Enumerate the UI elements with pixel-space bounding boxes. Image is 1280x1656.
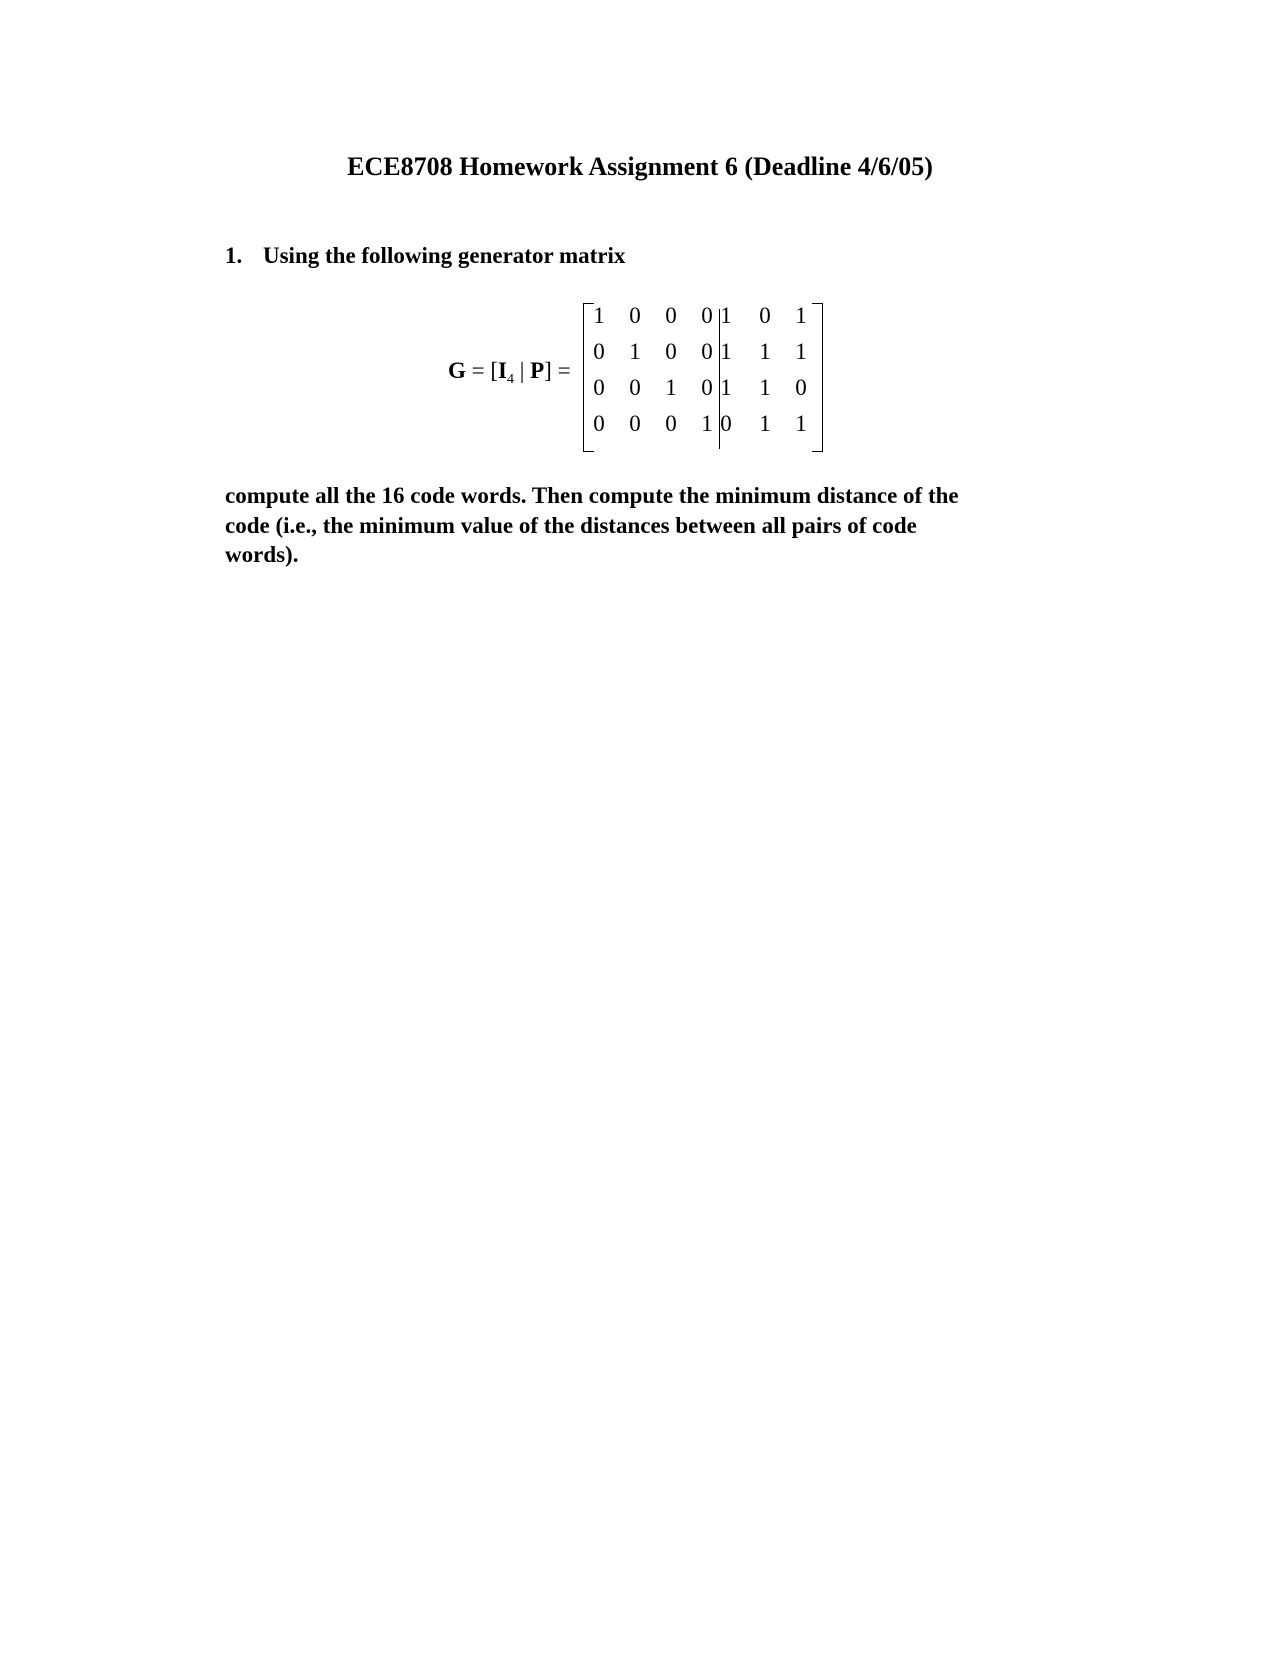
matrix-cell: 1 (720, 375, 732, 400)
matrix-cell: 0 (720, 411, 732, 436)
matrix-row (583, 301, 823, 331)
matrix-cell: 0 (665, 411, 677, 436)
matrix-cell: 0 (593, 411, 605, 436)
matrix-row (583, 337, 823, 367)
matrix-cell: 0 (629, 303, 641, 328)
matrix-cell: 0 (593, 375, 605, 400)
matrix-cell: 1 (629, 339, 641, 364)
matrix-cell: 0 (795, 375, 807, 400)
page-title: ECE8708 Homework Assignment 6 (Deadline 4/6/05) (347, 152, 933, 181)
equation-lhs (448, 356, 571, 395)
matrix-cell: 0 (701, 375, 713, 400)
matrix-cell: 0 (629, 375, 641, 400)
matrix-row (583, 409, 823, 439)
equation-equals-open: = [ (465, 358, 499, 383)
matrix-cell: 1 (759, 375, 771, 400)
symbol-I-subscript: 4 (506, 372, 514, 387)
matrix-cell: 0 (593, 339, 605, 364)
symbol-P: P (530, 358, 545, 383)
matrix-cell: 0 (701, 303, 713, 328)
symbol-I: I (498, 358, 507, 383)
problem-intro-text: Using the following generator matrix (263, 243, 626, 268)
paragraph-line-2: code (i.e., the minimum value of the distances between all pairs of code (225, 512, 917, 538)
matrix-cell: 1 (795, 411, 807, 436)
symbol-G: G (448, 358, 466, 383)
matrix-cell: 1 (665, 375, 677, 400)
problem-number: 1. (225, 243, 243, 268)
paragraph-line-3: words). (225, 542, 299, 567)
matrix-cell: 1 (720, 303, 732, 328)
matrix-cell: 1 (795, 339, 807, 364)
equation-close-equals: ] = (544, 358, 571, 383)
matrix-cell: 1 (795, 303, 807, 328)
matrix-cell: 1 (593, 303, 605, 328)
generator-matrix (583, 303, 823, 450)
matrix-cell: 1 (701, 411, 713, 436)
problem-1-intro (225, 241, 625, 271)
matrix-row (583, 373, 823, 403)
matrix-cell: 0 (665, 339, 677, 364)
problem-1-instructions (225, 481, 1065, 570)
matrix-cell: 0 (759, 303, 771, 328)
paragraph-line-1: compute all the 16 code words. Then compute the minimum distance of the (225, 483, 959, 508)
matrix-cell: 0 (629, 411, 641, 436)
equation-bar: | (513, 358, 531, 383)
matrix-cell: 1 (720, 339, 732, 364)
matrix-cell: 1 (759, 339, 771, 364)
matrix-cell: 0 (701, 339, 713, 364)
matrix-cell: 1 (759, 411, 771, 436)
matrix-cell: 0 (665, 303, 677, 328)
